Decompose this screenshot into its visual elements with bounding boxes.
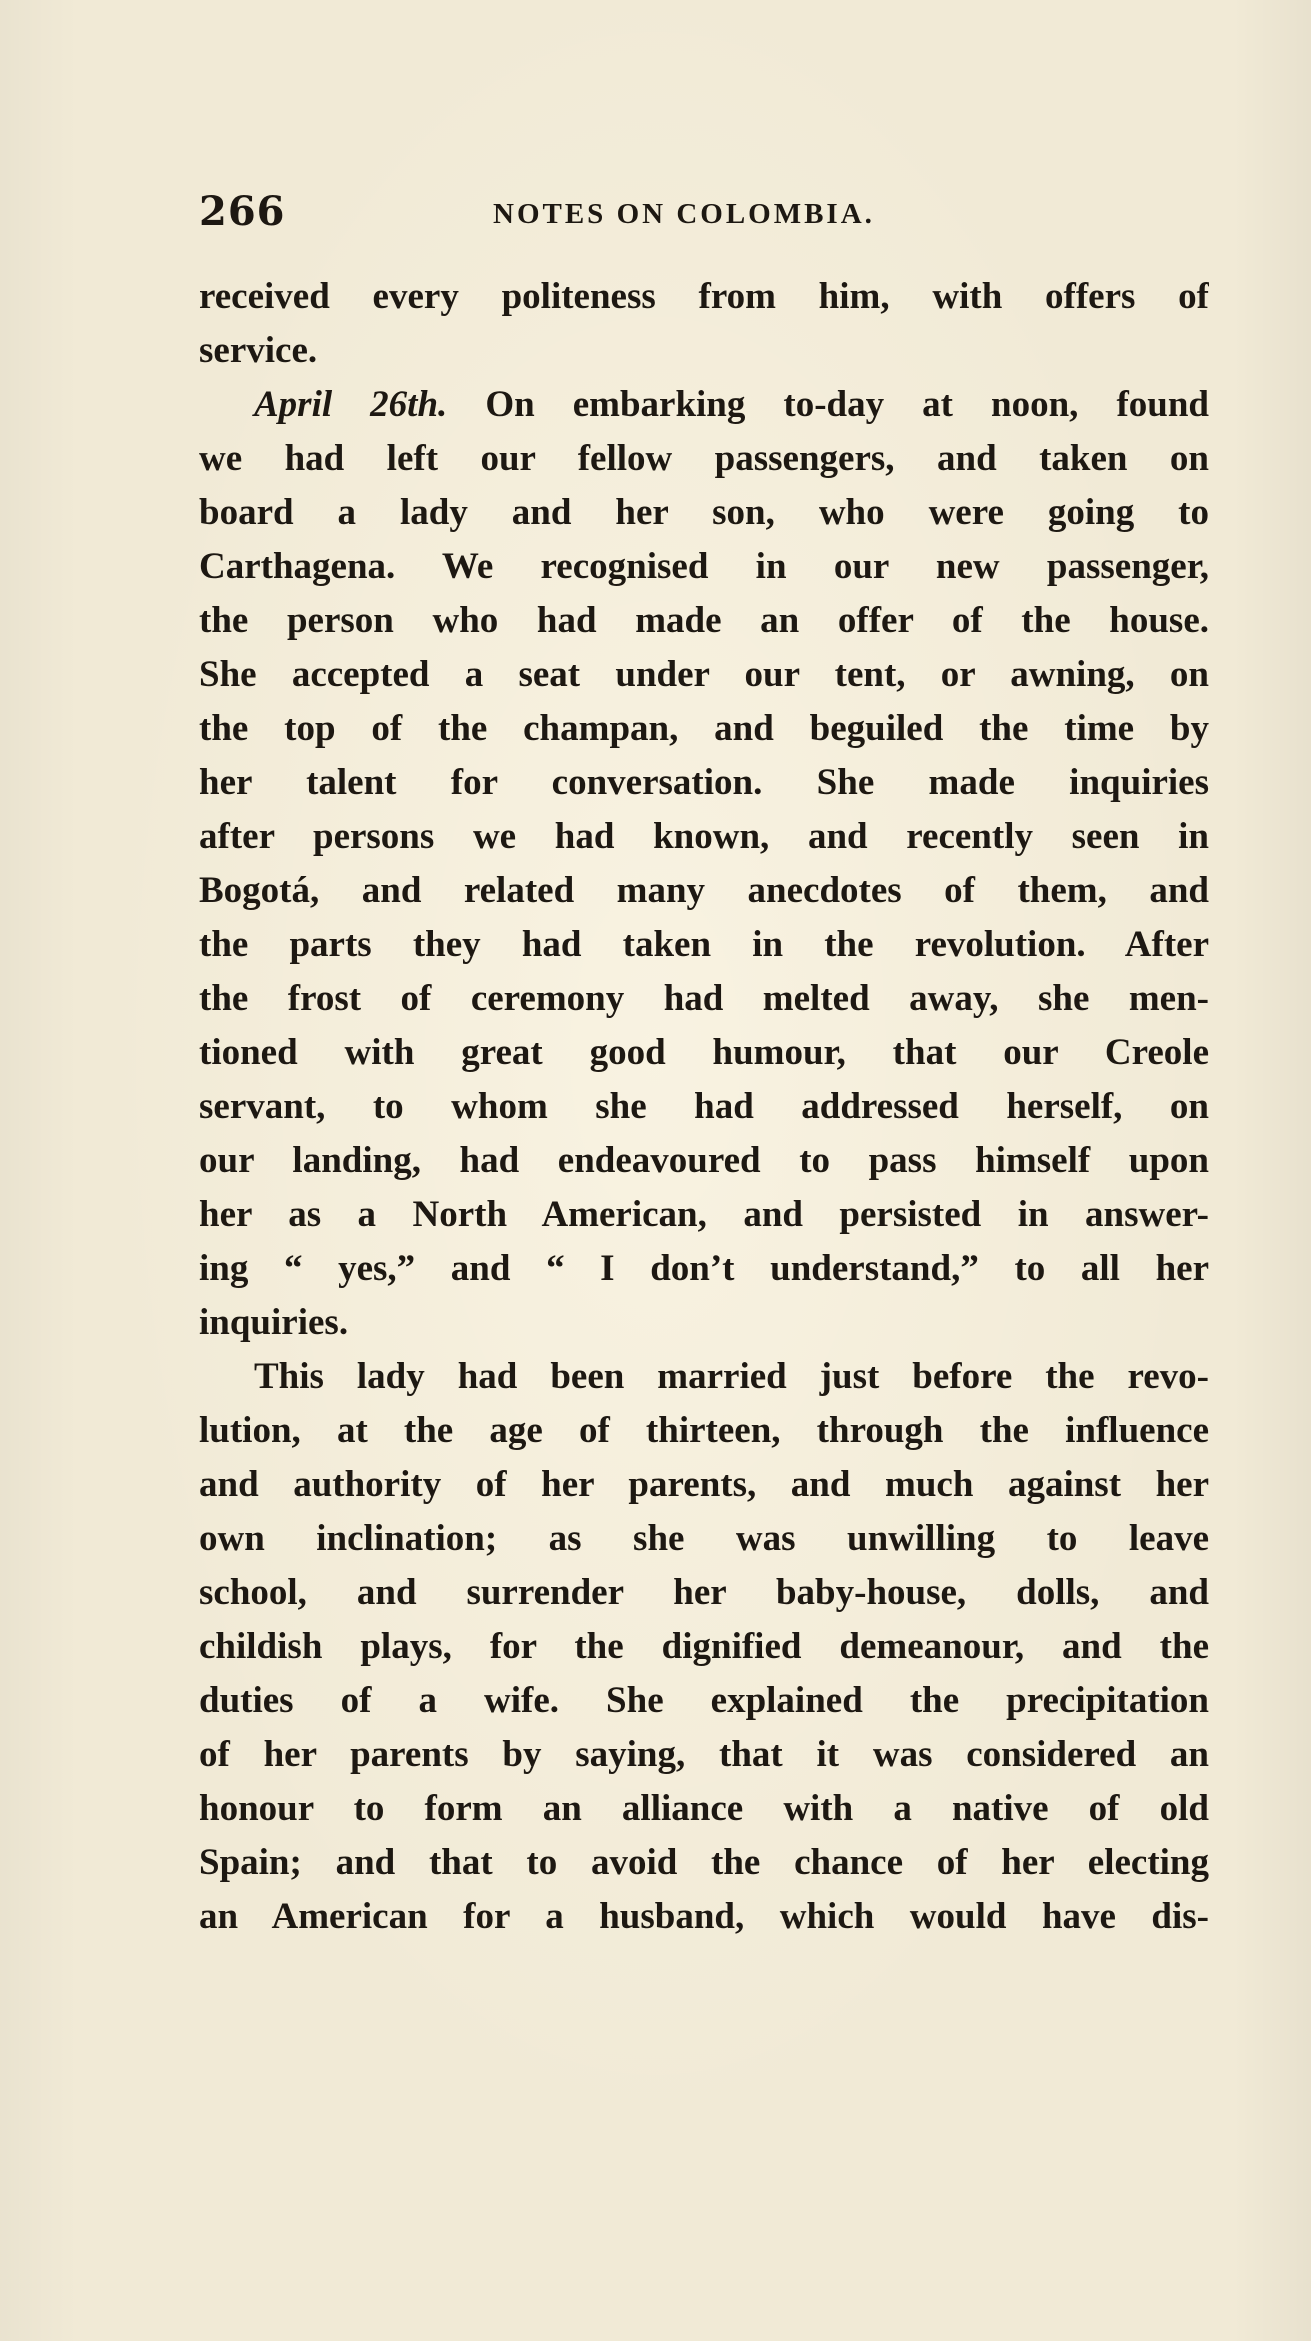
text-line: service. xyxy=(199,330,318,371)
text-line: her talent for conversation. She made inquiries xyxy=(199,762,1209,803)
text-line: the frost of ceremony had melted away, she men- xyxy=(199,978,1209,1019)
text-line: received every politeness from him, with offers of xyxy=(199,276,1209,317)
text-line: and authority of her parents, and much against her xyxy=(199,1464,1209,1505)
text-line: tioned with great good humour, that our Creole xyxy=(199,1032,1209,1073)
text-line: honour to form an alliance with a native of old xyxy=(199,1788,1209,1829)
text-line-rest: On embarking to-day at noon, found xyxy=(485,384,1209,425)
text-line xyxy=(199,378,1209,432)
text-line: her as a North American, and persisted in answer- xyxy=(199,1194,1209,1235)
text-line: the parts they had taken in the revolution. After xyxy=(199,924,1209,965)
text-line: She accepted a seat under our tent, or awning, on xyxy=(199,654,1209,695)
text-line: Carthagena. We recognised in our new passenger, xyxy=(199,546,1209,587)
running-head xyxy=(199,188,1219,248)
text-line: our landing, had endeavoured to pass himself upon xyxy=(199,1140,1209,1181)
text-line: childish plays, for the dignified demeanour, and the xyxy=(199,1626,1209,1667)
text-line: of her parents by saying, that it was considered an xyxy=(199,1734,1209,1775)
text-line: Spain; and that to avoid the chance of her electing xyxy=(199,1842,1209,1883)
text-line: Bogotá, and related many anecdotes of them, and xyxy=(199,870,1209,911)
date-heading: April 26th. xyxy=(254,384,448,425)
text-line: after persons we had known, and recently seen in xyxy=(199,816,1209,857)
text-line: school, and surrender her baby-house, dolls, and xyxy=(199,1572,1209,1613)
running-title: NOTES ON COLOMBIA. xyxy=(493,198,875,230)
text-line: we had left our fellow passengers, and taken on xyxy=(199,438,1209,479)
text-line: duties of a wife. She explained the precipitation xyxy=(199,1680,1209,1721)
text-line: lution, at the age of thirteen, through the influence xyxy=(199,1410,1209,1451)
text-line: board a lady and her son, who were going to xyxy=(199,492,1209,533)
text-line: This lady had been married just before the revo- xyxy=(254,1356,1209,1397)
page-number: 266 xyxy=(199,188,286,235)
body-text xyxy=(199,270,1209,1944)
text-line: servant, to whom she had addressed herself, on xyxy=(199,1086,1209,1127)
text-line: ing “ yes,” and “ I don’t understand,” to all her xyxy=(199,1248,1209,1289)
text-line: the person who had made an offer of the house. xyxy=(199,600,1209,641)
text-line: the top of the champan, and beguiled the time by xyxy=(199,708,1209,749)
text-line: inquiries. xyxy=(199,1302,349,1343)
text-line: an American for a husband, which would have dis- xyxy=(199,1896,1209,1937)
text-line: own inclination; as she was unwilling to leave xyxy=(199,1518,1209,1559)
